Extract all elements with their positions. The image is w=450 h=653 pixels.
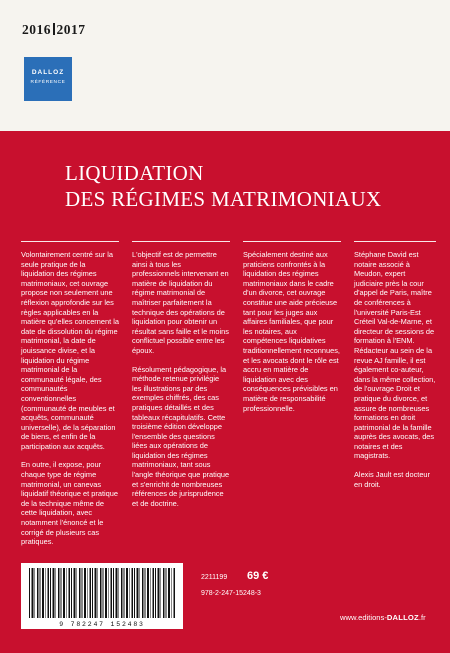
paragraph: En outre, il expose, pour chaque type de régime matrimonial, un canevas liquidatif théorique et pratique de la technique même de cette liquidation, avec notamment l'énoncé et le corrigé de plusieurs cas pratiques. xyxy=(21,460,118,547)
barcode-box xyxy=(21,563,183,629)
paragraph: Alexis Jault est docteur en droit. xyxy=(354,470,430,489)
year-start: 2016 xyxy=(22,22,51,37)
text-column-4 xyxy=(354,241,436,498)
badge-brand: DALLOZ xyxy=(31,69,65,76)
text-column-1 xyxy=(21,241,119,556)
book-title xyxy=(65,160,381,212)
barcode-icon xyxy=(29,568,175,618)
text-column-3 xyxy=(243,241,341,422)
dalloz-reference-badge xyxy=(24,57,72,101)
badge-collection: RÉFÉRENCE xyxy=(30,80,66,85)
edition-years xyxy=(22,22,86,38)
website-prefix: www.editions- xyxy=(340,613,387,622)
paragraph: Spécialement destiné aux praticiens confrontés à la liquidation des régimes matrimoniaux dans le cadre d'un divorce, cet ouvrage constitue une aide précieuse tant pour les juges aux affaires familiales, que pour les notaires, aux compétences liquidatives traditionnellement reconnues, et les avocats dont le rôle est accru en matière de liquidation avec des conséquences prévisibles en matière de responsabilité professionnelle. xyxy=(243,250,340,413)
publisher-website[interactable] xyxy=(340,613,426,622)
paragraph: Stéphane David est notaire associé à Meudon, expert judiciaire près la cour d'appel de Paris, maître de conférences à l'université Paris-Est Créteil Val-de-Marne, et directeur de sessions de formation à l'ENM. Rédacteur au sein de la revue AJ famille, il est également co-auteur, dans la même collection, de l'ouvrage Droit et pratique du divorce, et assure de nombreuses formations en droit patrimonial de la famille auprès des avocats, des notaires et des magistrats. xyxy=(354,250,436,461)
product-code: 2211199 xyxy=(201,574,228,581)
year-end: 2017 xyxy=(56,22,86,37)
column-rule xyxy=(132,241,230,242)
isbn: 978-2-247-15248-3 xyxy=(201,590,261,597)
column-rule xyxy=(243,241,341,242)
paragraph: Volontairement centré sur la seule pratique de la liquidation des régimes matrimoniaux, cet ouvrage propose non seulement une réflexion approfondie sur les règles applicables en la matière qu'elles concernent la date de dissolution du régime matrimonial, la date de jouissance divise, et la liquidation du régime matrimonial de la communauté légale, des communautés conventionnelles (communauté de meubles et acquêts, communauté universelle), de la séparation de biens, et enfin de la participation aux acquêts. xyxy=(21,250,119,451)
website-brand: DALLOZ xyxy=(386,613,419,622)
paragraph: Résolument pédagogique, la méthode retenue privilégie les illustrations par des exemples chiffrés, des cas pratiques détaillés et des tableaux récapitulatifs. Cette troisième édition développe l'ensemble des questions liées aux opérations de liquidation des régimes matrimoniaux, tant sous l'angle théorique que pratique et s'enrichit de nombreuses références de jurisprudence et de doctrine. xyxy=(132,364,230,508)
year-separator xyxy=(53,23,55,35)
paragraph: L'objectif est de permettre ainsi à tous les professionnels intervenant en matière de liquidation du régime matrimonial de maîtriser parfaitement la technique des opérations de liquidation pour obtenir un résultat sans faille et le moins conflictuel possible entre les époux. xyxy=(132,250,229,355)
title-line-1: LIQUIDATION xyxy=(65,161,204,185)
barcode-number: 9 782247 152483 xyxy=(59,621,145,628)
column-rule xyxy=(354,241,436,242)
cover-top-band xyxy=(0,0,450,131)
title-line-2: DES RÉGIMES MATRIMONIAUX xyxy=(65,187,382,211)
price: 69 € xyxy=(247,570,269,582)
column-rule xyxy=(21,241,119,242)
website-suffix: .fr xyxy=(418,613,426,622)
text-column-2 xyxy=(132,241,230,517)
